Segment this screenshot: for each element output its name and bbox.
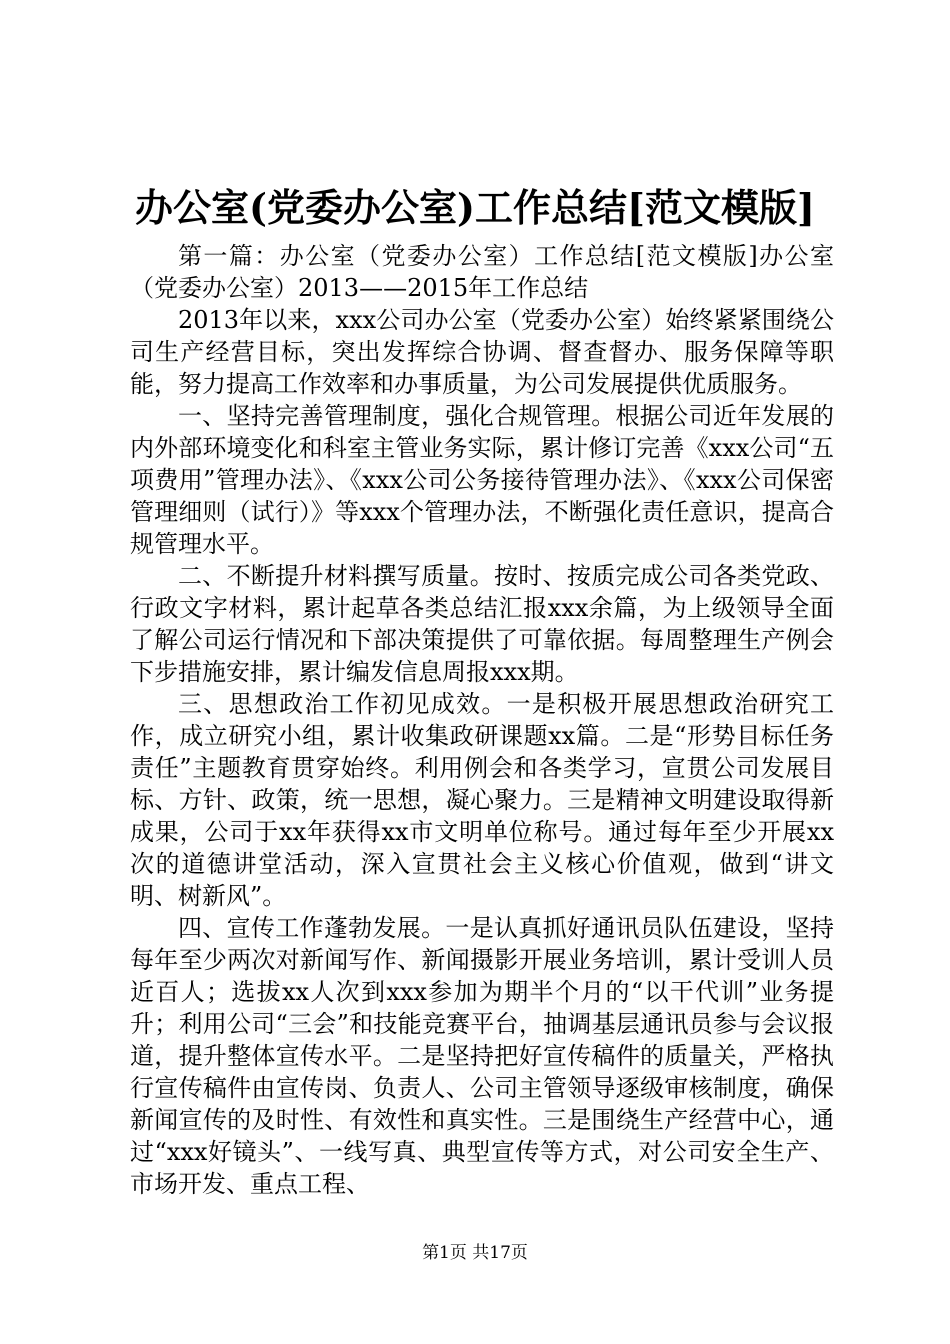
page-footer: 第1页 共17页 [422,1243,528,1263]
paragraph-section-2: 二、不断提升材料撰写质量。按时、按质完成公司各类党政、行政文字材料，累计起草各类总结汇报xxx余篇，为上级领导全面了解公司运行情况和下部决策提供了可靠依据。每周整理生产例会下步措施安排，累计编发信息周报xxx期。 [130,562,834,686]
paragraph-intro: 第一篇：办公室（党委办公室）工作总结[范文模版]办公室（党委办公室）2013——2015年工作总结 [130,242,834,302]
paragraph-section-3: 三、思想政治工作初见成效。一是积极开展思想政治研究工作，成立研究小组，累计收集政研课题xx篇。二是“形势目标任务责任”主题教育贯穿始终。利用例会和各类学习，宣贯公司发展目标、方针、政策，统一思想，凝心聚力。三是精神文明建设取得新成果，公司于xx年获得xx市文明单位称号。通过每年至少开展xx次的道德讲堂活动，深入宣贯社会主义核心价值观，做到“讲文明、树新风”。 [130,690,834,910]
paragraph-section-4: 四、宣传工作蓬勃发展。一是认真抓好通讯员队伍建设，坚持每年至少两次对新闻写作、新闻摄影开展业务培训，累计受训人员近百人；选拔xx人次到xxx参加为期半个月的“以干代训”业务提升；利用公司“三会”和技能竞赛平台，抽调基层通讯员参与会议报道，提升整体宣传水平。二是坚持把好宣传稿件的质量关，严格执行宣传稿件由宣传岗、负责人、公司主管领导逐级审核制度，确保新闻宣传的及时性、有效性和真实性。三是围绕生产经营中心，通过“xxx好镜头”、一线写真、典型宣传等方式，对公司安全生产、市场开发、重点工程、 [130,914,834,1198]
paragraph-overview: 2013年以来，xxx公司办公室（党委办公室）始终紧紧围绕公司生产经营目标，突出发挥综合协调、督查督办、服务保障等职能，努力提高工作效率和办事质量，为公司发展提供优质服务。 [130,306,834,398]
paragraph-section-1: 一、坚持完善管理制度，强化合规管理。根据公司近年发展的内外部环境变化和科室主管业务实际，累计修订完善《xxx公司“五项费用”管理办法》、《xxx公司公务接待管理办法》、《xxx公司保密管理细则（试行）》等xxx个管理办法，不断强化责任意识，提高合规管理水平。 [130,402,834,558]
document-body [130,240,834,1200]
document-title: 办公室(党委办公室)工作总结[范文模版] [135,185,815,230]
